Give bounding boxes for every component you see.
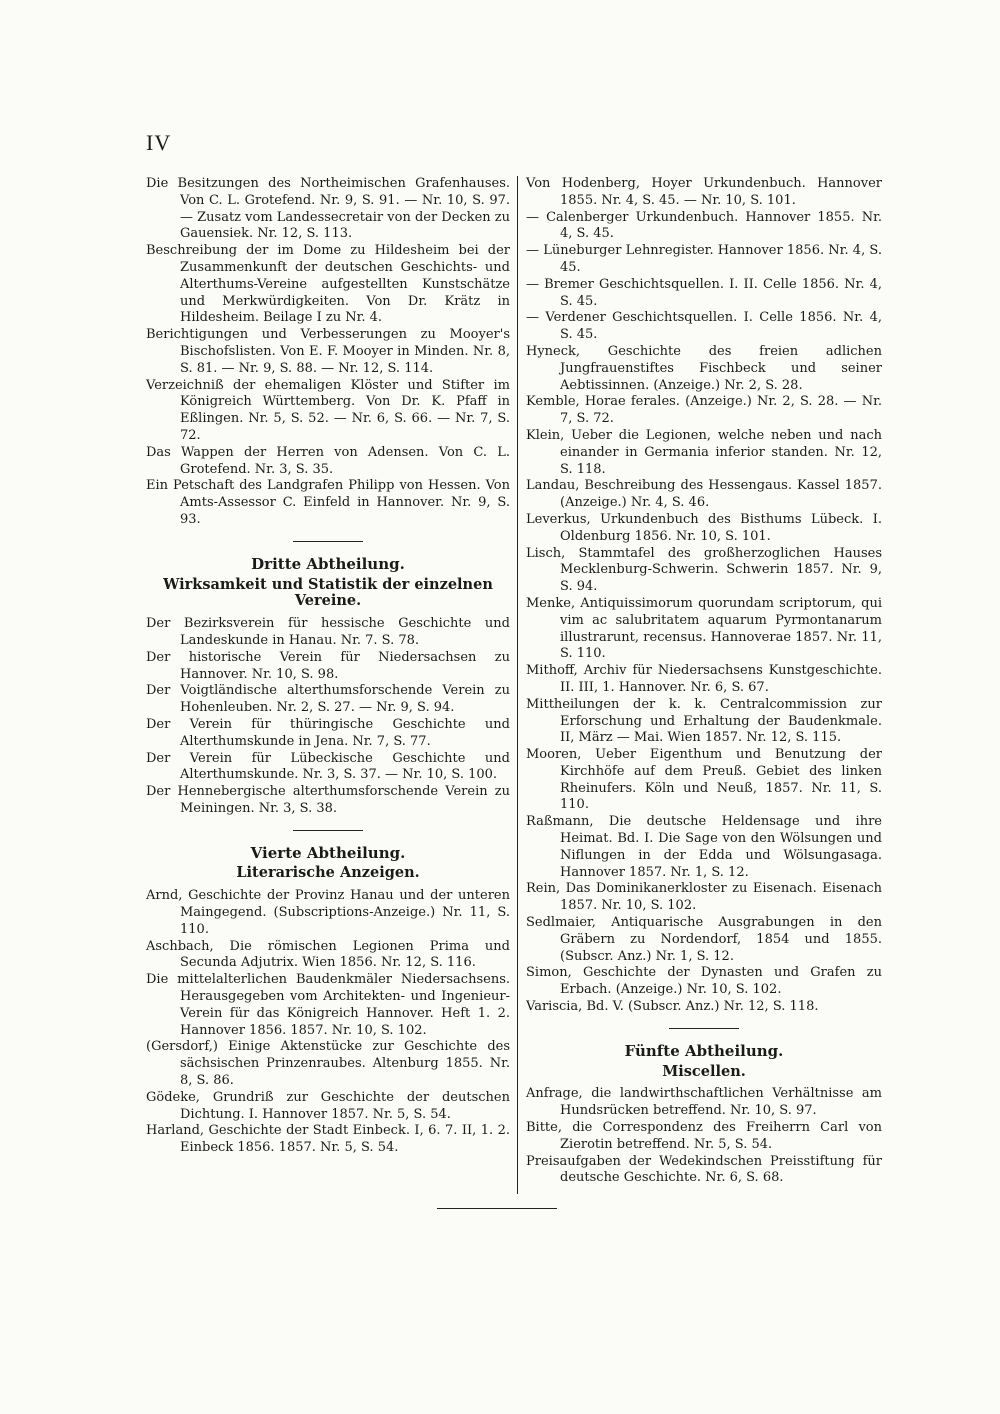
list-item: Rein, Das Dominikanerkloster zu Eisenach. Eisenach 1857. Nr. 10, S. 102. xyxy=(526,881,882,914)
left-column xyxy=(146,176,510,1157)
section-subtitle: Literarische Anzeigen. xyxy=(236,864,420,882)
list-item: Verzeichniß der ehemaligen Klöster und Stifter im Königreich Württemberg. Von Dr. K. Pfaff in Eßlingen. Nr. 5, S. 52. — Nr. 6, S. 66. — Nr. 7, S. 72. xyxy=(146,377,510,443)
section-title: Vierte Abtheilung. xyxy=(250,843,406,862)
list-item: — Verdener Geschichtsquellen. I. Celle 1856. Nr. 4, S. 45. xyxy=(526,310,882,343)
list-item: Der Bezirksverein für hessische Geschichte und Landeskunde in Hanau. Nr. 7. S. 78. xyxy=(146,616,510,648)
list-item: Lisch, Stammtafel des großherzoglichen Hauses Mecklenburg-Schwerin. Schwerin 1857. Nr. 9, S. 94. xyxy=(526,545,882,595)
list-item: Der Verein für thüringische Geschichte und Alterthumskunde in Jena. Nr. 7, S. 77. xyxy=(146,716,510,749)
list-item: Simon, Geschichte der Dynasten und Grafen zu Erbach. (Anzeige.) Nr. 10, S. 102. xyxy=(526,965,882,998)
entry-list-top xyxy=(146,176,510,529)
list-item: (Gersdorf,) Einige Aktenstücke zur Geschichte des sächsischen Prinzenraubes. Altenburg 1855. Nr. 8, S. 86. xyxy=(146,1039,510,1089)
section-divider xyxy=(293,541,363,542)
list-item: Berichtigungen und Verbesserungen zu Mooyer's Bischofslisten. Von E. F. Mooyer in Minden. Nr. 8, S. 81. — Nr. 9, S. 88. — Nr. 12, S. 114. xyxy=(146,327,510,376)
column-divider xyxy=(517,176,518,1194)
list-item: Harland, Geschichte der Stadt Einbeck. I, 6. 7. II, 1. 2. Einbeck 1856. 1857. Nr. 5, S. 54. xyxy=(146,1123,510,1156)
list-item: Raßmann, Die deutsche Heldensage und ihre Heimat. Bd. I. Die Sage von den Wölsungen und Niflungen in der Edda und Wölsungasaga. Hannover 1857. Nr. 1, S. 12. xyxy=(526,814,882,880)
section-4 xyxy=(146,845,510,1157)
section-title: Dritte Abtheilung. xyxy=(251,554,405,573)
right-column xyxy=(526,176,882,1187)
section-divider xyxy=(293,830,363,831)
list-item: — Calenberger Urkundenbuch. Hannover 1855. Nr. 4, S. 45. xyxy=(526,209,882,242)
list-item: Hyneck, Geschichte des freien adlichen Jungfrauenstiftes Fischbeck und seiner Aebtissinnen. (Anzeige.) Nr. 2, S. 28. xyxy=(526,343,882,393)
section-subtitle: Miscellen. xyxy=(662,1062,746,1080)
list-item: Das Wappen der Herren von Adensen. Von C. L. Grotefend. Nr. 3, S. 35. xyxy=(146,444,510,477)
list-item: — Bremer Geschichtsquellen. I. II. Celle 1856. Nr. 4, S. 45. xyxy=(526,276,882,309)
list-item: Bitte, die Correspondenz des Freiherrn Carl von Zierotin betreffend. Nr. 5, S. 54. xyxy=(526,1120,882,1152)
list-item: Aschbach, Die römischen Legionen Prima und Secunda Adjutrix. Wien 1856. Nr. 12, S. 116. xyxy=(146,938,510,971)
list-item: Der Voigtländische alterthumsforschende Verein zu Hohenleuben. Nr. 2, S. 27. — Nr. 9, S. 94. xyxy=(146,683,510,716)
list-item: Sedlmaier, Antiquarische Ausgrabungen in den Gräbern zu Nordendorf, 1854 und 1855. (Subscr. Anz.) Nr. 1, S. 12. xyxy=(526,915,882,964)
list-item: Variscia, Bd. V. (Subscr. Anz.) Nr. 12, S. 118. xyxy=(526,999,819,1015)
page-number: IV xyxy=(146,130,172,155)
list-item: Der Verein für Lübeckische Geschichte und Alterthumskunde. Nr. 3, S. 37. — Nr. 10, S. 100. xyxy=(146,750,510,783)
list-item: Ein Petschaft des Landgrafen Philipp von Hessen. Von Amts-Assessor C. Einfeld in Hannover. Nr. 9, S. 93. xyxy=(146,478,510,527)
list-item: Mooren, Ueber Eigenthum und Benutzung der Kirchhöfe auf dem Preuß. Gebiet des linken Rheinufers. Köln und Neuß, 1857. Nr. 11, S. 110. xyxy=(526,747,882,813)
entry-list-right xyxy=(526,176,882,1016)
list-item: Der Hennebergische alterthumsforschende Verein zu Meiningen. Nr. 3, S. 38. xyxy=(146,784,510,816)
section-title: Fünfte Abtheilung. xyxy=(624,1041,784,1060)
list-item: Mithoff, Archiv für Niedersachsens Kunstgeschichte. II. III, 1. Hannover. Nr. 6, S. 67. xyxy=(526,663,882,695)
section-5 xyxy=(526,1043,882,1187)
list-item: Menke, Antiquissimorum quorundam scriptorum, qui vim ac salubritatem aquarum Pyrmontanarum illustrarunt, recensus. Hannoverae 1857. Nr. 11, S. 110. xyxy=(526,595,882,662)
list-item: Klein, Ueber die Legionen, welche neben und nach einander in Germania inferior standen. Nr. 12, S. 118. xyxy=(526,427,882,477)
list-item: Gödeke, Grundriß zur Geschichte der deutschen Dichtung. I. Hannover 1857. Nr. 5, S. 54. xyxy=(146,1089,510,1122)
list-item: Die mittelalterlichen Baudenkmäler Niedersachsens. Herausgegeben vom Architekten- und Ingenieur-Verein für das Königreich Hannover. Heft 1. 2. Hannover 1856. 1857. Nr. 10, S. 102. xyxy=(146,972,510,1038)
list-item: Leverkus, Urkundenbuch des Bisthums Lübeck. I. Oldenburg 1856. Nr. 10, S. 101. xyxy=(526,511,882,544)
section-3 xyxy=(146,556,510,818)
list-item: Anfrage, die landwirthschaftlichen Verhältnisse am Hundsrücken betreffend. Nr. 10, S. 97. xyxy=(526,1086,882,1119)
section-divider xyxy=(669,1028,739,1029)
list-item: — Lüneburger Lehnregister. Hannover 1856. Nr. 4, S. 45. xyxy=(526,243,882,275)
list-item: Landau, Beschreibung des Hessengaus. Kassel 1857. (Anzeige.) Nr. 4, S. 46. xyxy=(526,478,882,511)
list-item: Von Hodenberg, Hoyer Urkundenbuch. Hannover 1855. Nr. 4, S. 45. — Nr. 10, S. 101. xyxy=(526,176,882,208)
section-subtitle: Wirksamkeit und Statistik der einzelnen Vereine. xyxy=(163,575,493,610)
list-item: Kemble, Horae ferales. (Anzeige.) Nr. 2, S. 28. — Nr. 7, S. 72. xyxy=(526,394,882,427)
list-item: Der historische Verein für Niedersachsen zu Hannover. Nr. 10, S. 98. xyxy=(146,649,510,682)
page-end-rule xyxy=(437,1208,557,1209)
list-item: Arnd, Geschichte der Provinz Hanau und der unteren Maingegend. (Subscriptions-Anzeige.) Nr. 11, S. 110. xyxy=(146,888,510,937)
list-item: Beschreibung der im Dome zu Hildesheim bei der Zusammenkunft der deutschen Geschichts- und Alterthums-Vereine aufgestellten Kunstschätze und Merkwürdigkeiten. Von Dr. Krätz in Hildesheim. Beilage I zu Nr. 4. xyxy=(146,243,510,326)
list-item: Mittheilungen der k. k. Centralcommission zur Erforschung und Erhaltung der Baudenkmale. II, März — Mai. Wien 1857. Nr. 12, S. 115. xyxy=(526,696,882,746)
list-item: Preisaufgaben der Wedekindschen Preisstiftung für deutsche Geschichte. Nr. 6, S. 68. xyxy=(526,1153,882,1186)
list-item: Die Besitzungen des Northeimischen Grafenhauses. Von C. L. Grotefend. Nr. 9, S. 91. — Nr. 10, S. 97. — Zusatz vom Landessecretair von der Decken zu Gauensiek. Nr. 12, S. 113. xyxy=(146,176,511,242)
